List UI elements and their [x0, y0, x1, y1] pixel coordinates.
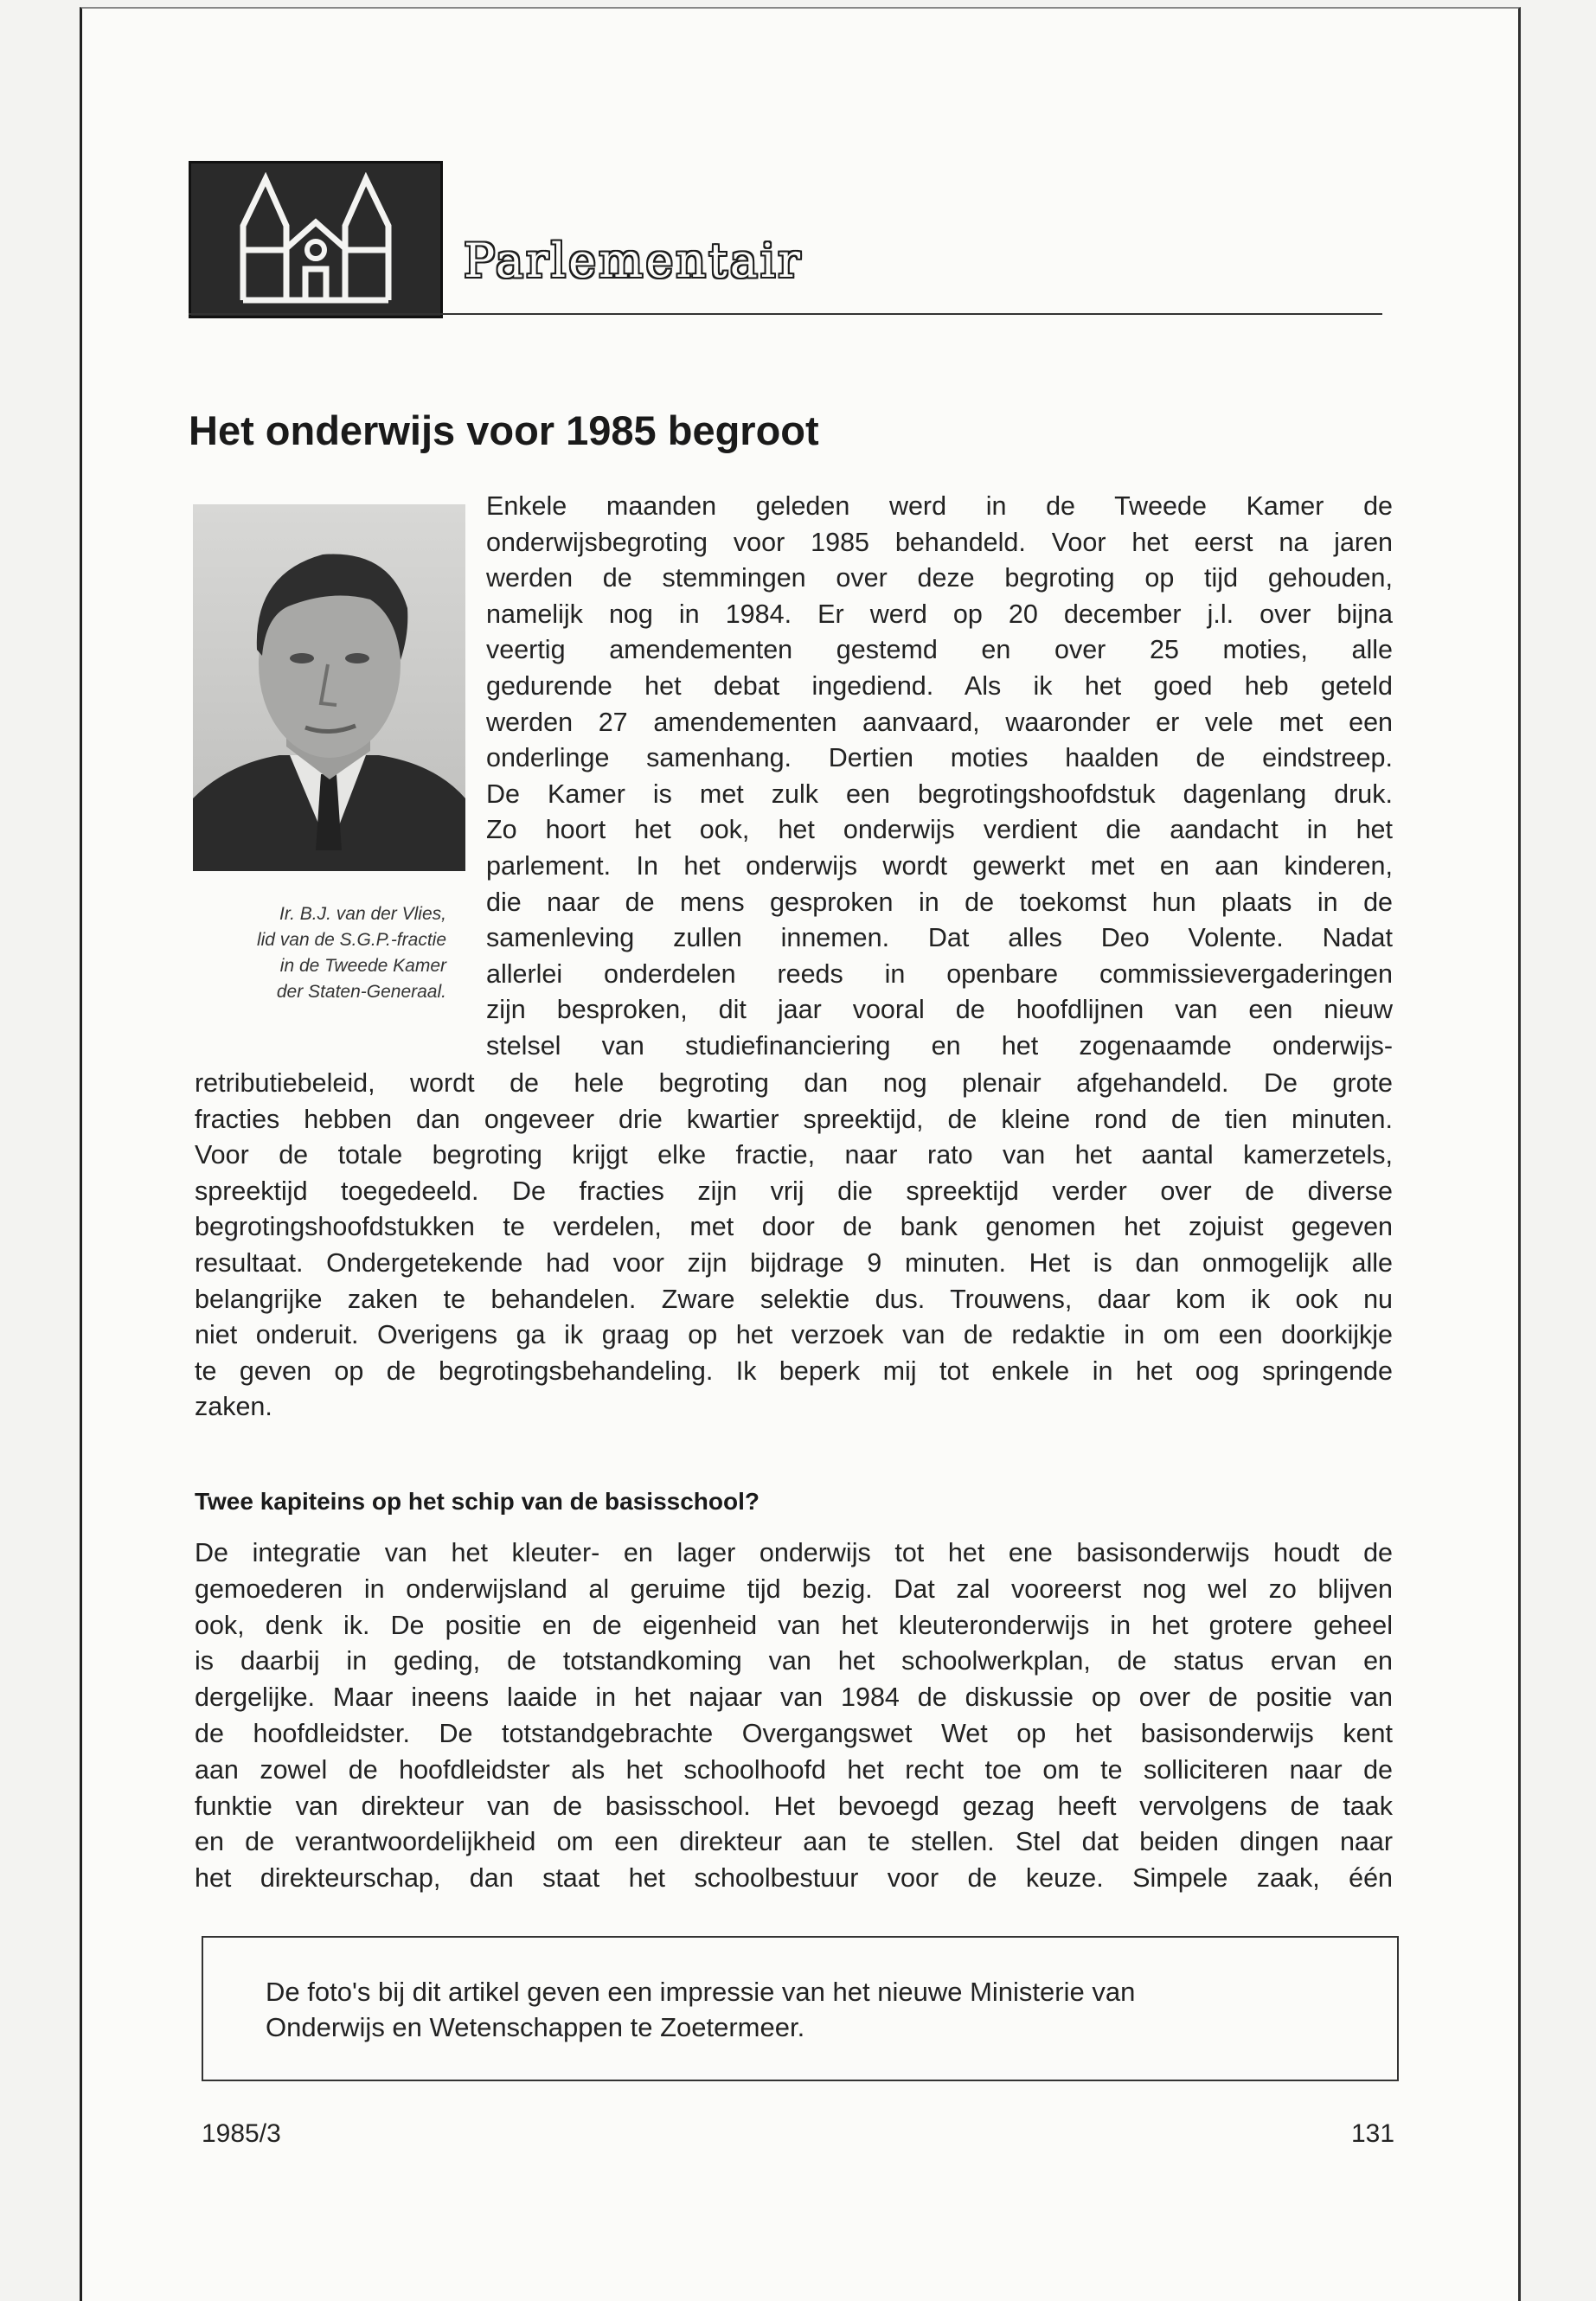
text-line: belangrijke zaken te behandelen. Zware selektie dus. Trouwens, daar kom ik ook nu	[195, 1284, 1393, 1314]
intro-full-text	[195, 1066, 1393, 1426]
text-line: allerlei onderdelen reeds in openbare commissievergaderingen	[486, 958, 1393, 989]
church-logo	[189, 161, 443, 318]
text-line: en de verantwoordelijkheid om een direkteur aan te stellen. Stel dat beiden dingen naar	[195, 1827, 1393, 1857]
text-line: gedurende het debat ingediend. Als ik het goed heb geteld	[486, 670, 1393, 701]
text-line: Enkele maanden geleden werd in de Tweede Kamer de	[486, 491, 1393, 521]
text-line: gemoederen in onderwijsland al geruime tijd bezig. Dat zal vooreerst nog wel zo blijven	[195, 1574, 1393, 1604]
text-line: resultaat. Ondergetekende had voor zijn bijdrage 9 minuten. Het is dan onmogelijk alle	[195, 1247, 1393, 1278]
text-line: zijn besproken, dit jaar vooral de hoofdlijnen van een nieuw	[486, 995, 1393, 1025]
text-line: Voor de totale begroting krijgt elke fractie, naar rato van het aantal kamerzetels,	[195, 1140, 1393, 1170]
text-line: werden de stemmingen over deze begroting op tijd gehouden,	[486, 563, 1393, 593]
text-line: onderwijsbegroting voor 1985 behandeld. Voor het eerst na jaren	[486, 527, 1393, 557]
photo-caption	[170, 901, 446, 1005]
article-headline: Het onderwijs voor 1985 begroot	[189, 407, 819, 453]
caption-line: in de Tweede Kamer	[279, 956, 446, 976]
section-title: Parlementair	[464, 234, 804, 288]
page-number: 131	[1351, 2119, 1395, 2148]
text-line: te geven op de begrotingsbehandeling. Ik beperk mij tot enkele in het oog springende	[195, 1356, 1393, 1386]
church-icon	[236, 172, 395, 304]
photo-notice-box	[202, 1936, 1399, 2081]
section-subheading: Twee kapiteins op het schip van de basisschool?	[195, 1488, 760, 1515]
section-body-text	[195, 1535, 1393, 1897]
text-line: onderlinge samenhang. Dertien moties haalden de eindstreep.	[486, 743, 1393, 773]
text-line: de hoofdleidster. De totstandgebrachte Overgangswet Wet op het basisonderwijs kent	[195, 1718, 1393, 1748]
issue-number: 1985/3	[202, 2119, 281, 2148]
text-line: is daarbij in geding, de totstandkoming van het schoolwerkplan, de status ervan en	[195, 1646, 1393, 1676]
text-line: begrotingshoofdstukken te verdelen, met door de bank genomen het zojuist gegeven	[195, 1212, 1393, 1242]
text-line: namelijk nog in 1984. Er werd op 20 december j.l. over bijna	[486, 599, 1393, 629]
text-line: funktie van direkteur van de basisschool. Het bevoegd gezag heeft vervolgens de taak	[195, 1791, 1393, 1821]
text-line: werden 27 amendementen aanvaard, waaronder er vele met een	[486, 707, 1393, 737]
text-line: De integratie van het kleuter- en lager onderwijs tot het ene basisonderwijs houdt de	[195, 1538, 1393, 1567]
notice-text	[266, 1974, 1135, 2045]
text-line: stelsel van studiefinanciering en het zogenaamde onderwijs-	[486, 1030, 1393, 1061]
caption-line: der Staten-Generaal.	[276, 982, 446, 1002]
text-line: parlement. In het onderwijs wordt gewerkt met en aan kinderen,	[486, 850, 1393, 881]
text-line: De Kamer is met zulk een begrotingshoofdstuk dagenlang druk.	[486, 779, 1393, 809]
text-line: aan zowel de hoofdleidster als het schoolhoofd het recht toe om te solliciteren naar de	[195, 1754, 1393, 1785]
text-line: samenleving zullen innemen. Dat alles Deo Volente. Nadat	[486, 923, 1393, 953]
text-line: spreektijd toegedeeld. De fracties zijn vrij die spreektijd verder over de diverse	[195, 1176, 1393, 1206]
intro-column-text	[486, 489, 1393, 1065]
caption-line: lid van de S.G.P.-fractie	[256, 930, 446, 950]
text-line: dergelijke. Maar ineens laaide in het najaar van 1984 de diskussie op over de positie van	[195, 1682, 1393, 1713]
text-line: ook, denk ik. De positie en de eigenheid van het kleuteronderwijs in het grotere geheel	[195, 1610, 1393, 1640]
text-line: niet onderuit. Overigens ga ik graag op het verzoek van de redaktie in om een doorkijkje	[195, 1320, 1393, 1350]
text-line: het direkteurschap, dan staat het schoolbestuur voor de keuze. Simpele zaak, één	[195, 1863, 1393, 1894]
text-line: veertig amendementen gestemd en over 25 moties, alle	[486, 635, 1393, 665]
text-line: die naar de mens gesproken in de toekomst hun plaats in de	[486, 887, 1393, 917]
notice-line: Onderwijs en Wetenschappen te Zoetermeer.	[266, 2012, 805, 2042]
author-portrait	[193, 504, 465, 871]
text-line: retributiebeleid, wordt de hele begroting dan nog plenair afgehandeld. De grote	[195, 1068, 1393, 1098]
caption-line: Ir. B.J. van der Vlies,	[279, 904, 446, 924]
text-line: zaken.	[195, 1392, 272, 1422]
notice-line: De foto's bij dit artikel geven een impressie van het nieuwe Ministerie van	[266, 1977, 1136, 2007]
text-line: Zo hoort het ook, het onderwijs verdient die aandacht in het	[486, 815, 1393, 845]
header-rule	[189, 313, 1382, 315]
text-line: fracties hebben dan ongeveer drie kwartier spreektijd, de kleine rond de tien minuten.	[195, 1104, 1393, 1134]
